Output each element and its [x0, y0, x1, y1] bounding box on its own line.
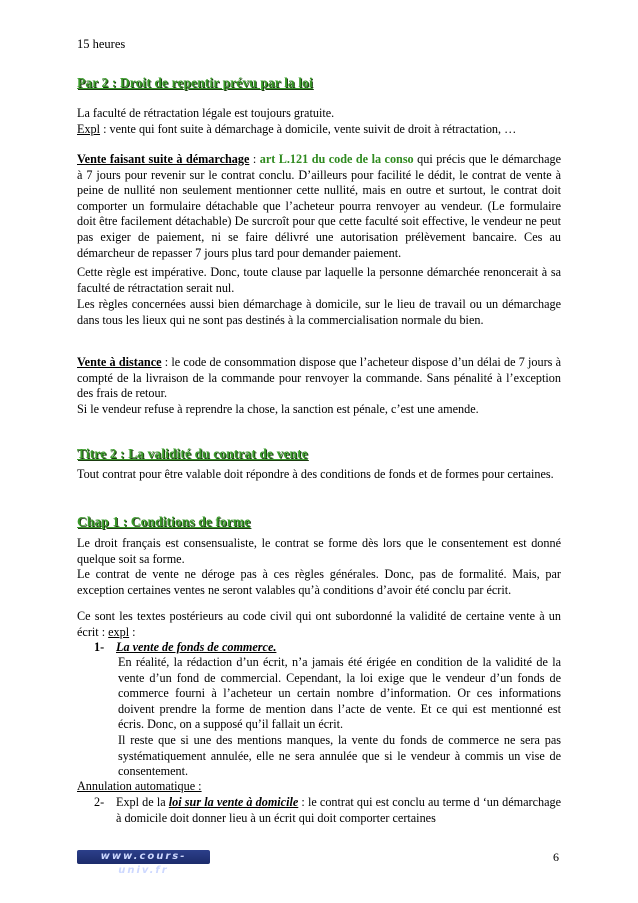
annulation-text: Annulation automatique :	[77, 779, 202, 793]
expl-label: Expl	[77, 121, 101, 136]
site-logo: www.cours-univ.fr	[77, 850, 210, 864]
text-faculte: La faculté de rétractation légale est toujours gratuite.	[77, 106, 335, 120]
paragraph-tout-contrat: Tout contrat pour être valable doit répondre à des conditions de fonds et de formes pour certaines.	[77, 467, 554, 481]
item2-text	[116, 795, 561, 826]
expl-label-2: expl	[108, 624, 130, 639]
sep: :	[249, 152, 260, 166]
label-vente-distance: Vente à distance	[77, 355, 162, 369]
heading-titre2: Titre 2 : La validité du contrat de vente	[77, 446, 308, 461]
item2-body: : le contrat qui est conclu au terme d ‘un démarchage à domicile doit donner lieu à un écrit qui doit comporter certaines	[116, 795, 561, 825]
item1-title-text: La vente de fonds de commerce.	[116, 640, 277, 654]
paragraph-textes	[77, 609, 561, 640]
expl-text: : vente qui font suite à démarchage à domicile, vente suivit de droit à rétractation, …	[100, 121, 517, 136]
label-vente-demarchage: Vente faisant suite à démarchage	[77, 152, 250, 166]
item1-title	[116, 640, 561, 656]
text-textes: Ce sont les textes postérieurs au code civil qui ont subordonné la validité de certaine vente à un écrit :	[77, 609, 561, 639]
item2-pre: Expl de la	[116, 795, 169, 809]
item1-para2: Il reste que si une des mentions manques, la vente du fonds de commerce ne sera pas systématiquement annulée, elle ne sera annulée que si le vendeur à commis un vise de consentement.	[118, 733, 561, 779]
text-vente-demarchage: qui précis que le démarchage à 7 jours pour revenir sur le contrat conclu. D’ailleurs pour facilité le dédit, le contrat de vente à peine de nullité non seulement mentionner cette nullité, mais en outre et surtout, le contrat doit comporter un formulaire détachable que l’acheteur pourra renvoyer au vendeur. (Le formulaire doit être facilement détachable) De surcroît pour que cette faculté soit effective, le vendeur ne peut pas exiger de paiement, ni se faire délivré une autorisation prélèvement bancaire. Ces au démarcheur de repasser 7 jours plus tard pour demander paiement.	[77, 152, 561, 260]
item2-number: 2-	[94, 795, 105, 809]
paragraph-refuse: Si le vendeur refuse à reprendre la chose, la sanction est pénale, c’est une amende.	[77, 402, 479, 416]
text-textes-end: :	[129, 624, 136, 639]
paragraph-faculte	[77, 106, 561, 137]
item1-para1: En réalité, la rédaction d’un écrit, n’a jamais été érigée en condition de la validité de la vente d’un fond de commercial. Cependant, la loi exige que le vendeur d’un fonds de commerce fourni à l’acheteur un certain nombre d’information. Or ces informations doivent prendre la forme de mention dans l’acte de vente. Et ce qui est mentionné est écris. Donc, on a supposé qu’il fallait un écrit.	[118, 655, 561, 732]
paragraph-imperative: Cette règle est impérative. Donc, toute clause par laquelle la personne démarchée renoncerait à sa faculté de rétractation serait nul.	[77, 265, 561, 295]
item2-title: loi sur la vente à domicile	[168, 795, 299, 809]
heading-par2: Par 2 : Droit de repentir prévu par la loi	[77, 75, 313, 90]
paragraph-vente-distance	[77, 355, 561, 402]
paragraph-regles: Les règles concernées aussi bien démarchage à domicile, sur le lieu de travail ou un démarchage dans tous les lieux qui ne sont pas destinés à la commercialisation normale du bien.	[77, 297, 561, 327]
text-vente-distance: : le code de consommation dispose que l’acheteur dispose d’un délai de 7 jours à compté de la livraison de la commande pour renvoyer la commande. Sans pénalité à l’exception des frais de retour.	[77, 355, 561, 401]
page-header: 15 heures	[77, 37, 126, 51]
paragraph-contrat-vente: Le contrat de vente ne déroge pas à ces règles générales. Donc, pas de formalité. Mais, par exception certaines ventes ne seront valables qu’à conditions d’avoir été conclu par écrit.	[77, 567, 561, 597]
item1-number: 1-	[94, 640, 105, 654]
article-reference: art L.121 du code de la conso	[259, 152, 414, 166]
annulation-label	[77, 779, 561, 795]
paragraph-vente-demarchage	[77, 152, 561, 261]
paragraph-droit-francais: Le droit français est consensualiste, le contrat se forme dès lors que le consentement est donné quelque soit sa forme.	[77, 536, 561, 566]
page-number: 6	[553, 850, 559, 864]
heading-chap1: Chap 1 : Conditions de forme	[77, 514, 251, 529]
